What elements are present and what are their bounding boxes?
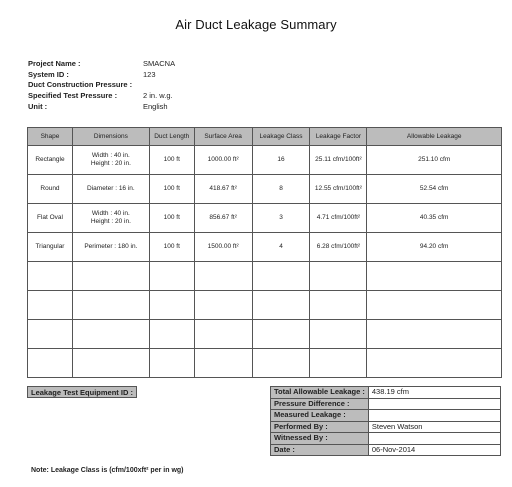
cell-length: 100 ft: [149, 175, 194, 204]
summary-row: [271, 410, 501, 422]
equipment-id-label: Leakage Test Equipment ID :: [27, 386, 137, 398]
info-row-system-id: [28, 70, 175, 81]
summary-row: [271, 387, 501, 399]
cell-dimensions: [72, 146, 149, 175]
summary-value: 06-Nov-2014: [368, 444, 500, 456]
cell-allowable: 94.20 cfm: [367, 233, 502, 262]
project-info: [28, 59, 175, 113]
cell-class: 3: [252, 204, 310, 233]
info-label: Specified Test Pressure :: [28, 91, 118, 101]
table-row: [28, 233, 502, 262]
cell-length: 100 ft: [149, 204, 194, 233]
cell-dimensions: [72, 233, 149, 262]
col-header-surface-area: Surface Area: [194, 128, 252, 146]
info-value: SMACNA: [143, 59, 176, 68]
col-header-dimensions: Dimensions: [72, 128, 149, 146]
col-header-allowable-leakage: Allowable Leakage: [367, 128, 502, 146]
col-header-shape: Shape: [28, 128, 73, 146]
summary-label: Total Allowable Leakage :: [271, 387, 369, 399]
summary-value: 438.19 cfm: [368, 387, 500, 399]
summary-row: [271, 444, 501, 456]
cell-shape: Flat Oval: [28, 204, 73, 233]
cell-factor: 12.55 cfm/100ft²: [310, 175, 367, 204]
col-header-leakage-class: Leakage Class: [252, 128, 310, 146]
summary-row: [271, 421, 501, 433]
table-header-row: [28, 128, 502, 146]
table-row: [28, 204, 502, 233]
info-row-test-pressure: [28, 91, 175, 102]
table-row: [28, 175, 502, 204]
summary-label: Pressure Difference :: [271, 398, 369, 410]
info-row-unit: [28, 102, 175, 113]
summary-value: [368, 398, 500, 410]
footnote: Note: Leakage Class is (cfm/100xft² per in wg): [31, 467, 184, 474]
info-row-construction-pressure: [28, 80, 175, 91]
cell-class: 16: [252, 146, 310, 175]
cell-area: 856.67 ft²: [194, 204, 252, 233]
info-value: English: [143, 101, 168, 111]
table-row: [28, 146, 502, 175]
summary-row: [271, 433, 501, 445]
col-header-leakage-factor: Leakage Factor: [310, 128, 367, 146]
cell-factor: 25.11 cfm/100ft²: [310, 146, 367, 175]
summary-value: [368, 433, 500, 445]
info-label: Project Name :: [28, 59, 81, 68]
summary-label: Date :: [271, 444, 369, 456]
summary-table: [270, 386, 501, 456]
empty-table-row: [28, 320, 502, 349]
dimension-line: Diameter : 16 in.: [87, 184, 135, 192]
empty-table-row: [28, 349, 502, 378]
page-title: Air Duct Leakage Summary: [175, 17, 337, 32]
cell-factor: 4.71 cfm/100ft²: [310, 204, 367, 233]
empty-table-row: [28, 262, 502, 291]
info-value: 123: [143, 69, 156, 79]
dimension-line: Width : 40 in.: [91, 209, 130, 217]
summary-label: Performed By :: [271, 421, 369, 433]
info-label: Unit :: [28, 101, 48, 111]
cell-shape: Rectangle: [28, 146, 73, 175]
info-row-project-name: [28, 59, 175, 70]
col-header-duct-length: Duct Length: [149, 128, 194, 146]
cell-shape: Triangular: [28, 233, 73, 262]
info-label: System ID :: [28, 69, 69, 79]
dimension-line: Height : 20 in.: [90, 218, 131, 225]
dimension-line: Perimeter : 180 in.: [84, 242, 138, 250]
cell-area: 1000.00 ft²: [194, 146, 252, 175]
cell-allowable: 251.10 cfm: [367, 146, 502, 175]
empty-table-row: [28, 291, 502, 320]
cell-class: 4: [252, 233, 310, 262]
cell-area: 418.67 ft²: [194, 175, 252, 204]
info-label: Duct Construction Pressure :: [28, 80, 133, 90]
summary-row: [271, 398, 501, 410]
leakage-table: [27, 127, 502, 378]
summary-label: Witnessed By :: [271, 433, 369, 445]
dimension-line: Height : 20 in.: [90, 160, 131, 167]
info-value: 2 in. w.g.: [143, 91, 173, 101]
cell-area: 1500.00 ft²: [194, 233, 252, 262]
cell-dimensions: [72, 175, 149, 204]
cell-allowable: 40.35 cfm: [367, 204, 502, 233]
summary-label: Measured Leakage :: [271, 410, 369, 422]
cell-length: 100 ft: [149, 146, 194, 175]
cell-factor: 6.28 cfm/100ft²: [310, 233, 367, 262]
cell-allowable: 52.54 cfm: [367, 175, 502, 204]
summary-value: [368, 410, 500, 422]
cell-dimensions: [72, 204, 149, 233]
dimension-line: Width : 40 in.: [91, 151, 130, 159]
summary-value: Steven Watson: [368, 421, 500, 433]
cell-shape: Round: [28, 175, 73, 204]
cell-length: 100 ft: [149, 233, 194, 262]
cell-class: 8: [252, 175, 310, 204]
